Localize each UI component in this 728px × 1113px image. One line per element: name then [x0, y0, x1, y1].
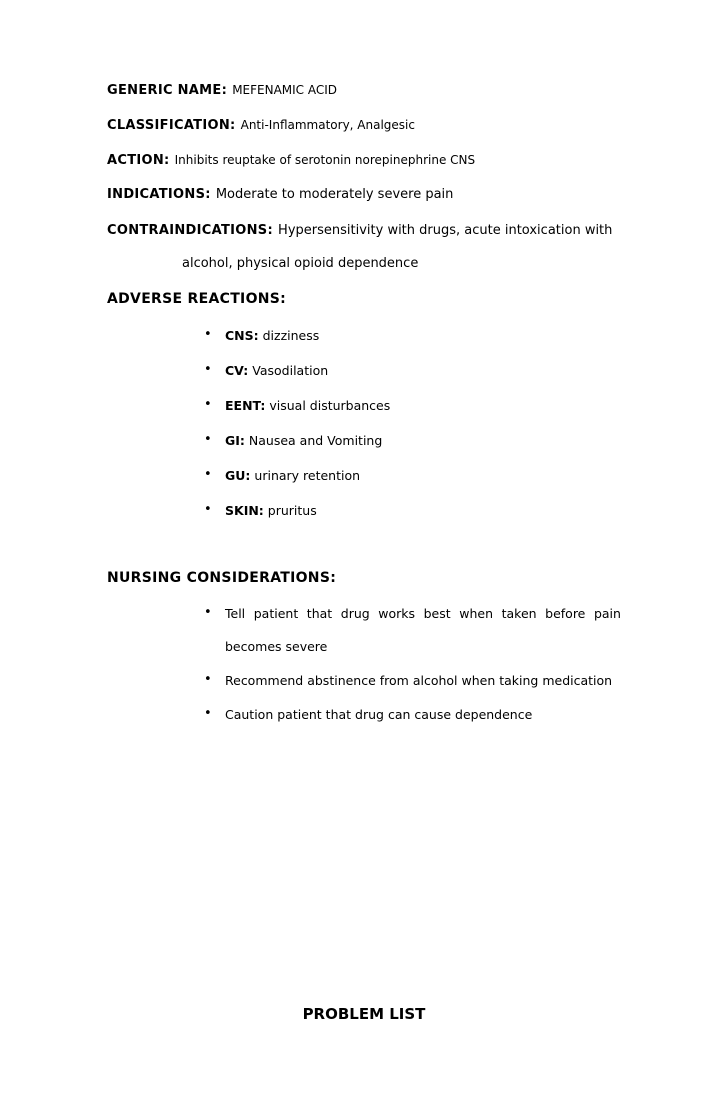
indications-value: Moderate to moderately severe pain [215, 187, 454, 202]
adverse-reactions-heading: ADVERSE REACTIONS: [107, 291, 287, 307]
bullet-icon: • [204, 467, 212, 482]
adverse-item-text: pruritus [267, 503, 317, 518]
bullet-icon: • [204, 502, 212, 517]
adverse-item-label: SKIN: [225, 503, 264, 518]
contraindications-value: Hypersensitivity with drugs, acute intoxication with [278, 223, 613, 238]
adverse-item-label: GU: [225, 468, 251, 483]
generic-name-value: MEFENAMIC ACID [232, 83, 338, 97]
adverse-item-label: CNS: [225, 328, 259, 343]
word: best [423, 606, 451, 621]
classification-label: CLASSIFICATION: [107, 118, 236, 133]
list-item [225, 328, 319, 343]
bullet-icon: • [204, 672, 212, 687]
action-row [107, 149, 475, 168]
nursing-item-1-line1 [225, 606, 621, 621]
list-item [225, 398, 390, 413]
contraindications-continuation: alcohol, physical opioid dependence [182, 256, 419, 271]
word: taken [501, 606, 537, 621]
indications-label: INDICATIONS: [107, 187, 211, 202]
word: works [378, 606, 416, 621]
classification-value: Anti-Inflammatory, Analgesic [240, 118, 415, 132]
nursing-item-1-line2: becomes severe [225, 639, 328, 654]
adverse-item-text: dizziness [262, 328, 320, 343]
list-item [225, 468, 360, 483]
adverse-item-text: urinary retention [254, 468, 361, 483]
bullet-icon: • [204, 706, 212, 721]
adverse-item-text: visual disturbances [269, 398, 391, 413]
action-value: Inhibits reuptake of serotonin norepinephrine CNS [174, 153, 476, 167]
bullet-icon: • [204, 327, 212, 342]
adverse-item-label: CV: [225, 363, 249, 378]
nursing-considerations-heading: NURSING CONSIDERATIONS: [107, 570, 337, 586]
word: patient [253, 606, 299, 621]
classification-row [107, 114, 415, 133]
adverse-item-label: GI: [225, 433, 245, 448]
word: when [459, 606, 494, 621]
generic-name-row [107, 79, 337, 98]
word: pain [593, 606, 621, 621]
adverse-item-text: Vasodilation [252, 363, 329, 378]
nursing-item-3: Caution patient that drug can cause dependence [225, 707, 533, 722]
word: drug [340, 606, 370, 621]
word: before [545, 606, 586, 621]
indications-row [107, 183, 453, 202]
bullet-icon: • [204, 397, 212, 412]
list-item [225, 363, 328, 378]
list-item [225, 433, 382, 448]
problem-list-title: PROBLEM LIST [302, 1005, 426, 1023]
bullet-icon: • [204, 362, 212, 377]
word: Tell [225, 606, 246, 621]
list-item [225, 503, 317, 518]
adverse-item-text: Nausea and Vomiting [248, 433, 383, 448]
word: that [306, 606, 333, 621]
adverse-item-label: EENT: [225, 398, 266, 413]
bullet-icon: • [204, 432, 212, 447]
generic-name-label: GENERIC NAME: [107, 83, 228, 98]
action-label: ACTION: [107, 153, 170, 168]
nursing-item-2: Recommend abstinence from alcohol when taking medication [225, 673, 613, 688]
contraindications-label: CONTRAINDICATIONS: [107, 223, 273, 238]
contraindications-row [107, 219, 612, 238]
bullet-icon: • [204, 605, 212, 620]
